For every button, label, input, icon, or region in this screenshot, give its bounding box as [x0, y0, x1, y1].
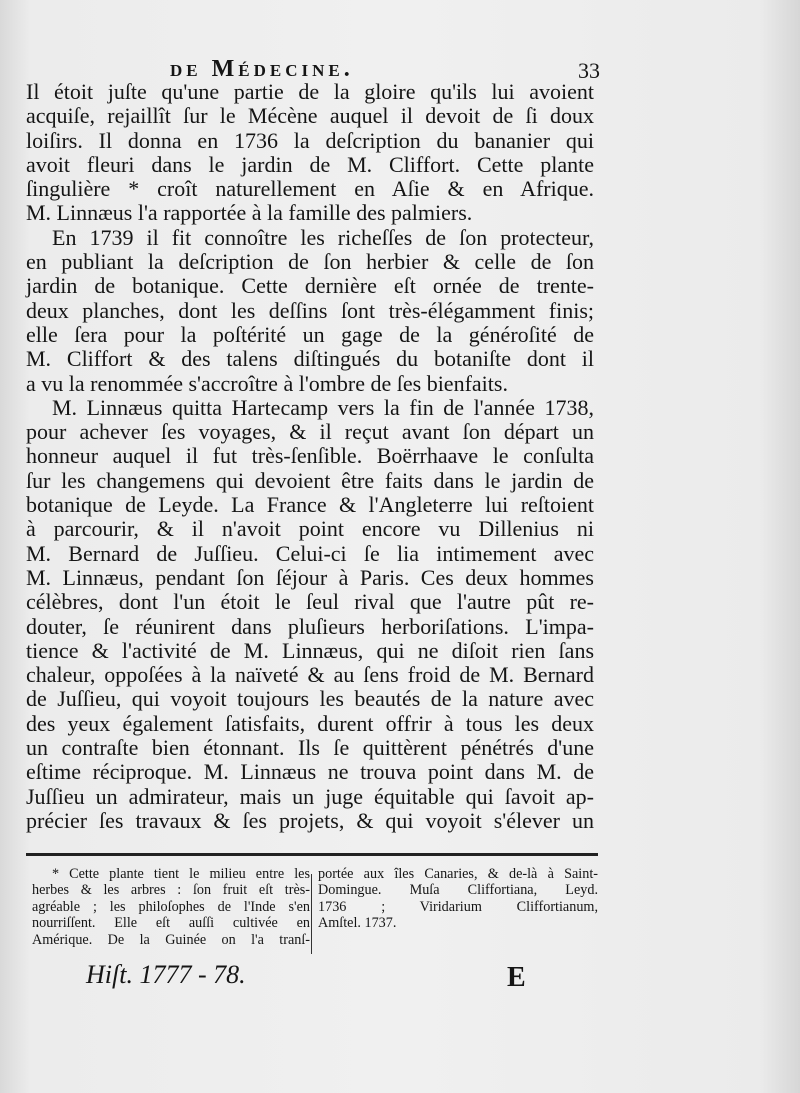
signature-mark: E: [507, 962, 526, 993]
paragraph: [26, 226, 594, 396]
text-line: célèbres, dont l'un étoit le ſeul rival que l'autre pût re-: [26, 589, 594, 615]
text-line: M. Bernard de Juſſieu. Celui-ci ſe lia intimement avec: [26, 540, 594, 566]
text-line: eſtime réciproque. M. Linnæus ne trouva point dans M. de: [26, 759, 594, 785]
footnote-line: Amérique. De la Guinée on l'a tranſ-: [32, 931, 310, 948]
page-number: 33: [578, 58, 600, 83]
text-line: précier ſes travaux & ſes projets, & qui voyoit s'élever un: [26, 807, 594, 833]
footnote-line: portée aux îles Canaries, & de-là à Saint-: [318, 866, 598, 882]
footnote-line: * Cette plante tient le milieu entre les: [52, 866, 310, 882]
footnote: [26, 866, 598, 956]
paragraph: [26, 396, 594, 833]
footnote-line: agréable ; les philoſophes de l'Inde s'en: [32, 898, 310, 915]
footnote-line: herbes & les arbres : ſon fruit eſt très-: [32, 882, 310, 899]
text-line: chaleur, oppoſées à la naïveté & au ſens froid de M. Bernard: [26, 662, 594, 688]
text-line: des yeux également ſatisfaits, durent offrir à tous les deux: [26, 710, 594, 736]
signature-line: Hiſt. 1777 - 78.: [86, 960, 246, 989]
text-line: botanique de Leyde. La France & l'Angleterre lui reſtoient: [26, 492, 594, 518]
footnote-line: nourriſſent. Elle eſt auſſi cultivée en: [32, 915, 310, 932]
footnote-column-divider: [311, 874, 312, 954]
text-line: jardin de botanique. Cette dernière eſt ornée de trente-: [26, 273, 594, 299]
text-line: de Juſſieu, qui voyoit toujours les beautés de la nature avec: [26, 686, 594, 712]
paragraph: [26, 80, 594, 226]
text-line: honneur auquel il fut très-ſenſible. Boërrhaave le conſulta: [26, 443, 594, 469]
text-line: ſingulière * croît naturellement en Aſie & en Afrique.: [26, 176, 594, 202]
text-line: Il étoit juſte qu'une partie de la gloire qu'ils lui avoient: [26, 79, 594, 104]
text-line: a vu la renommée s'accroître à l'ombre de ſes bienfaits.: [26, 370, 508, 396]
text-line: ſur les changemens qui devoient être faits dans le jardin de: [26, 467, 594, 493]
text-line: un contraſte bien étonnant. Ils ſe quittèrent pénétrés d'une: [26, 735, 594, 761]
footnote-rule: [26, 853, 598, 856]
text-line: Juſſieu un admirateur, mais un juge équitable qui ſavoit ap-: [26, 783, 594, 809]
text-line: tience & l'activité de M. Linnæus, qui ne diſoit rien ſans: [26, 637, 594, 663]
footnote-line: Domingue. Muſa Cliffortiana, Leyd.: [318, 882, 598, 899]
footnote-line: Amſtel. 1737.: [318, 915, 397, 932]
footnote-line: 1736 ; Viridarium Cliffortianum,: [318, 898, 598, 915]
body-text: [26, 80, 594, 833]
text-line: En 1739 il fit connoître les richeſſes de ſon protecteur,: [52, 224, 594, 250]
text-line: pour achever ſes voyages, & il reçut avant ſon départ un: [26, 419, 594, 445]
footnote-left-column: [32, 866, 310, 948]
footnote-right-column: [318, 866, 598, 932]
text-line: à parcourir, & il n'avoit point encore vu Dillenius ni: [26, 516, 594, 542]
text-line: douter, ſe réunirent dans pluſieurs herboriſations. L'impa-: [26, 613, 594, 639]
text-line: en publiant la deſcription de ſon herbier & celle de ſon: [26, 249, 594, 275]
text-line: M. Cliffort & des talens diſtingués du botaniſte dont il: [26, 346, 594, 372]
text-line: M. Linnæus l'a rapportée à la famille des palmiers.: [26, 200, 473, 226]
text-line: avoit fleuri dans le jardin de M. Cliffort. Cette plante: [26, 151, 594, 177]
text-line: M. Linnæus quitta Hartecamp vers la fin de l'année 1738,: [52, 394, 594, 420]
running-title: de Médecine.: [170, 56, 354, 82]
text-line: loiſirs. Il donna en 1736 la deſcription du bananier qui: [26, 127, 594, 153]
text-line: acquiſe, rejaillît ſur le Mécène auquel il devoit de ſi doux: [26, 103, 594, 129]
text-line: elle ſera pour la poſtérité un gage de la généroſité de: [26, 321, 594, 347]
text-line: deux planches, dont les deſſins ſont très-élégamment finis;: [26, 297, 594, 323]
text-line: M. Linnæus, pendant ſon ſéjour à Paris. Ces deux hommes: [26, 564, 594, 590]
